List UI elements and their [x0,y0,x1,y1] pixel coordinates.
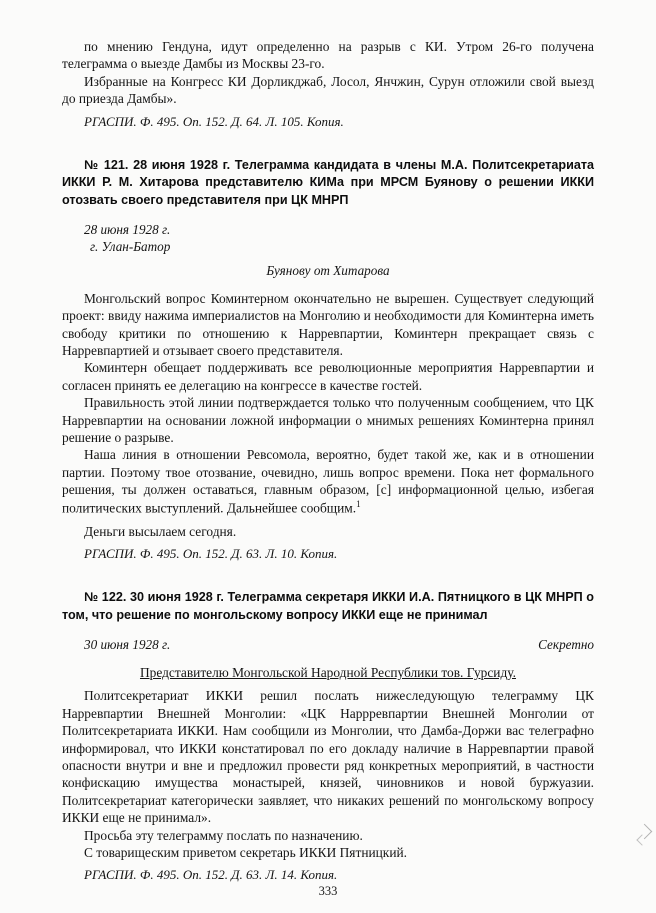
document-121-title: № 121. 28 июня 1928 г. Телеграмма кандидата в члены М.А. Политсекретариата ИККИ Р. М. Хитарова представителю КИМа при МРСМ Буянову о решении ИККИ отозвать своего представителя при ЦК МНРП [62,157,594,208]
document-121-paragraph-4-text: Наша линия в отношении Ревсомола, вероятно, будет такой же, как и в отношении партии. Поэтому твое отозвание, очевидно, лишь вопрос времени. Пока нет формального решения, ты должен оставаться, главным образом, [с] информационной целью, избегая политических выступлений. Дальнейшее сообщим. [62,447,594,516]
document-121-paragraph-4 [62,446,594,516]
page-content [62,38,594,884]
document-122-addressee [62,664,594,681]
document-122-addressee-text: Представителю Монгольской Народной Республики тов. Гурсиду. [139,664,516,680]
document-122-title: № 122. 30 июня 1928 г. Телеграмма секретаря ИККИ И.А. Пятницкого в ЦК МНРП о том, что решение по монгольскому вопросу ИККИ еще не принимал [62,589,594,622]
document-121-paragraph-3: Правильность этой линии подтверждается только что полученным сообщением, что ЦК Нарревпартии на основании ложной информации о мнимых решениях Коминтерна принял решение о разрыве. [62,395,594,446]
document-121-paragraph-5: Деньги высылаем сегодня. [84,523,237,539]
document-122-secrecy-label: Секретно [538,636,594,652]
document-121-archive-source: РГАСПИ. Ф. 495. Оп. 152. Д. 63. Л. 10. Копия. [84,546,338,562]
document-121-date: 28 июня 1928 г. [84,222,171,238]
intro-archive-source: РГАСПИ. Ф. 495. Оп. 152. Д. 64. Л. 105. Копия. [84,113,344,129]
document-121-addressee: Буянову от Хитарова [266,262,390,278]
document-122-paragraph-1: Политсекретариат ИККИ решил послать нижеследующую телеграмму ЦК Нарревпартии Внешней Монголии: «ЦК Наррревпартии Внешней Монголии от Политсекретариата ИККИ. Нам сообщили из Монголии, что Дамба-Доржи вас телеграфно информировал, что ИККИ констатировал по его докладу наличие в Нарревпартии правой опасности внутри и вне и предложил провести ряд конкретных мероприятий, в частности конфискацию имущества монастырей, князей, чиновников и новой буржуазии. Политсекретариат категорически заявляет, что никаких решений по монгольскому вопросу ИККИ еще не принимал». [62,688,594,826]
document-122-paragraph-3: С товарищеским приветом секретарь ИККИ Пятницкий. [84,845,407,861]
intro-paragraph-1: по мнению Гендуна, идут определенно на разрыв с КИ. Утром 26-го получена телеграмма о выезде Дамбы из Москвы 23-го. [62,39,594,72]
footnote-reference-1: 1 [356,498,361,509]
document-121-paragraph-1: Монгольский вопрос Коминтерном окончательно не вырешен. Существует следующий проект: ввиду нажима империалистов на Монголию и необходимости для Коминтерна иметь свободу критики по отношению к Нарревпартии, Коминтерн прекращает связь с Нарревпартией и отзывает своего представителя. [62,290,594,358]
page-number: 333 [318,884,338,898]
document-122-paragraph-2: Просьба эту телеграмму послать по назначению. [84,827,363,843]
document-121-paragraph-2: Коминтерн обещает поддерживать все революционные мероприятия Нарревпартии и согласен принять ее делегацию на конгрессе в качестве гостей. [62,360,594,393]
document-121-city: г. Улан-Батор [90,239,171,255]
document-122-date: 30 июня 1928 г. [84,636,171,652]
intro-paragraph-2: Избранные на Конгресс КИ Дорликджаб, Лосол, Янчжин, Сурун отложили свой выезд до приезда Дамбы». [62,73,594,107]
document-122-archive-source: РГАСПИ. Ф. 495. Оп. 152. Д. 63. Л. 14. Копия. [84,867,338,883]
